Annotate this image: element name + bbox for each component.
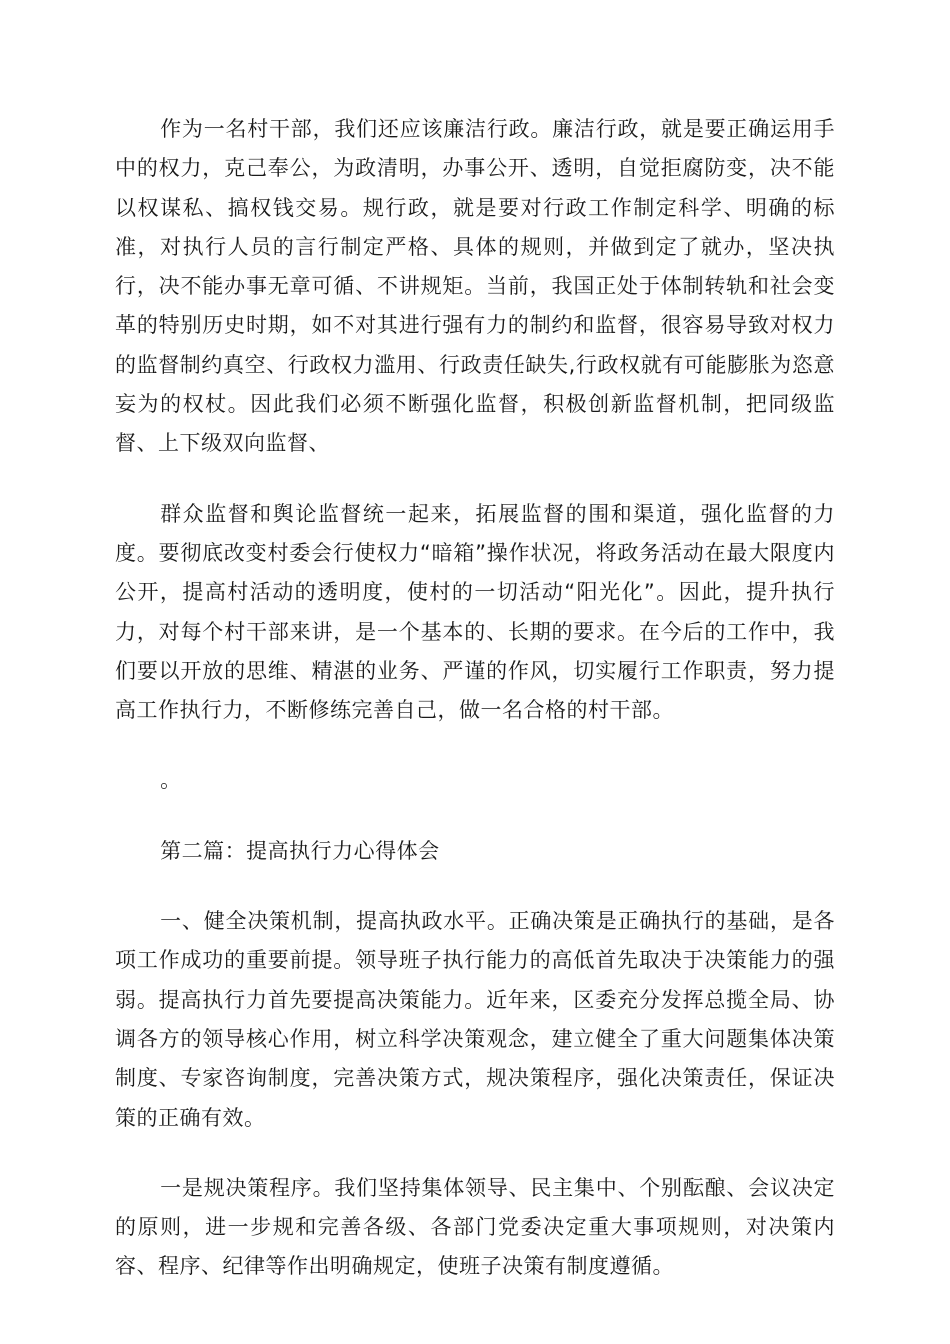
paragraph-decision-mechanism: 一、健全决策机制，提高执政水平。正确决策是正确执行的基础，是各项工作成功的重要前提。领导班子执行能力的高低首先取决于决策能力的强弱。提高执行力首先要提高决策能力。近年来，区委充分发挥总揽全局、协调各方的领导核心作用，树立科学决策观念，建立健全了重大问题集体决策制度、专家咨询制度，完善决策方式，规决策程序，强化决策责任，保证决策的正确有效。 — [115, 909, 835, 1130]
document-body — [115, 110, 835, 1318]
paragraph-decision-procedure: 一是规决策程序。我们坚持集体领导、民主集中、个别酝酿、会议决定的原则，进一步规和完善各级、各部门党委决定重大事项规则，对决策内容、程序、纪律等作出明确规定，使班子决策有制度遵循。 — [115, 1175, 835, 1279]
paragraph-public-supervision: 群众监督和舆论监督统一起来，拓展监督的围和渠道，强化监督的力度。要彻底改变村委会行使权力“暗箱”操作状况，将政务活动在最大限度内公开，提高村活动的透明度，使村的一切活动“阳光化”。因此，提升执行力，对每个村干部来讲，是一个基本的、长期的要求。在今后的工作中，我们要以开放的思维、精湛的业务、严谨的作风，切实履行工作职责，努力提高工作执行力，不断修练完善自己，做一名合格的村干部。 — [115, 501, 835, 723]
paragraph-clean-administration: 作为一名村干部，我们还应该廉洁行政。廉洁行政，就是要正确运用手中的权力，克己奉公，为政清明，办事公开、透明，自觉拒腐防变，决不能以权谋私、搞权钱交易。规行政，就是要对行政工作制定科学、明确的标准，对执行人员的言行制定严格、具体的规则，并做到定了就办，坚决执行，决不能办事无章可循、不讲规矩。当前，我国正处于体制转轨和社会变革的特别历史时期，如不对其进行强有力的制约和监督，很容易导致对权力的监督制约真空、行政权力滥用、行政责任缺失,行政权就有可能膨胀为恣意妄为的权杖。因此我们必须不断强化监督，积极创新监督机制，把同级监督、上下级双向监督、 — [115, 117, 835, 456]
section-heading: 第二篇：提高执行力心得体会 — [160, 838, 440, 863]
paragraph-period: 。 — [160, 768, 182, 793]
